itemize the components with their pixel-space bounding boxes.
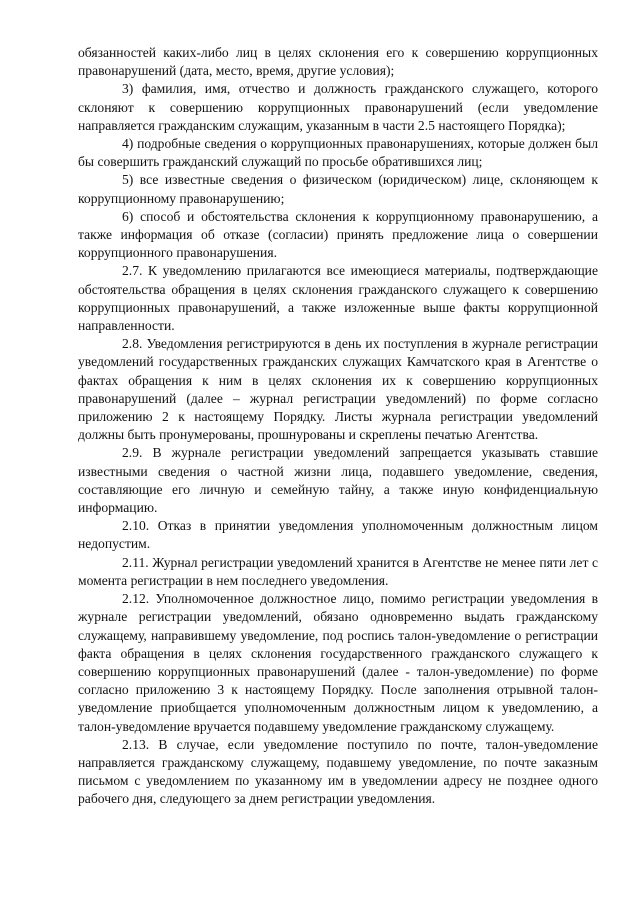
paragraph-2-10: 2.10. Отказ в принятии уведомления уполномоченным должностным лицом недопустим. xyxy=(78,518,598,552)
paragraph-item-5: 5) все известные сведения о физическом (юридическом) лице, склоняющем к коррупционному правонарушению; xyxy=(78,172,598,206)
paragraph-item-3: 3) фамилия, имя, отчество и должность гражданского служащего, которого склоняют к совершению коррупционных правонарушений (если уведомление направляется гражданским служащим, указанным в части 2.5 настоящего Порядка); xyxy=(78,81,598,133)
paragraph-item-4: 4) подробные сведения о коррупционных правонарушениях, которые должен был бы совершить гражданский служащий по просьбе обратившихся лиц; xyxy=(78,136,598,170)
paragraph-2-11: 2.11. Журнал регистрации уведомлений хранится в Агентстве не менее пяти лет с момента регистрации в нем последнего уведомления. xyxy=(78,554,598,588)
paragraph-2-8: 2.8. Уведомления регистрируются в день их поступления в журнале регистрации уведомлений государственных гражданских служащих Камчатского края в Агентстве о фактах обращения к ним в целях склонения их к совершению коррупционных правонарушений (далее – журнал регистрации уведомлений) по форме согласно приложению 2 к настоящему Порядку. Листы журнала регистрации уведомлений должны быть пронумерованы, прошнурованы и скреплены печатью Агентства. xyxy=(78,336,598,443)
paragraph-item-6: 6) способ и обстоятельства склонения к коррупционному правонарушению, а также информация об отказе (согласии) принять предложение лица о совершении коррупционного правонарушения. xyxy=(78,208,598,261)
paragraph-2-12: 2.12. Уполномоченное должностное лицо, помимо регистрации уведомления в журнале регистрации уведомлений, обязано одновременно выдать гражданскому служащему, направившему уведомление, под роспись талон-уведомление о регистрации факта обращения в целях склонения государственного гражданского служащего к совершению коррупционных правонарушений (далее - талон-уведомление) по форме согласно приложению 3 к настоящему Порядку. После заполнения отрывной талон-уведомление приобщается уполномоченным должностным лицом к уведомлению, а талон-уведомление вручается подавшему уведомление гражданскому служащему. xyxy=(78,591,598,734)
paragraph-continuation: обязанностей каких-либо лиц в целях склонения его к совершению коррупционных правонарушений (дата, место, время, другие условия); xyxy=(78,45,598,79)
paragraph-2-9: 2.9. В журнале регистрации уведомлений запрещается указывать ставшие известными сведения о частной жизни лица, подавшего уведомление, сведения, составляющие его личную и семейную тайну, а также иную конфиденциальную информацию. xyxy=(78,445,598,516)
paragraph-2-7: 2.7. К уведомлению прилагаются все имеющиеся материалы, подтверждающие обстоятельства обращения в целях склонения гражданского служащего к совершению коррупционных правонарушений, а также изложенные выше факты коррупционной направленности. xyxy=(78,263,598,334)
paragraph-2-13: 2.13. В случае, если уведомление поступило по почте, талон-уведомление направляется гражданскому служащему, подавшему уведомление, по почте заказным письмом с уведомлением по указанному им в уведомлении адресу не позднее одного рабочего дня, следующего за днем регистрации уведомления. xyxy=(78,736,598,807)
document-body xyxy=(78,44,598,809)
